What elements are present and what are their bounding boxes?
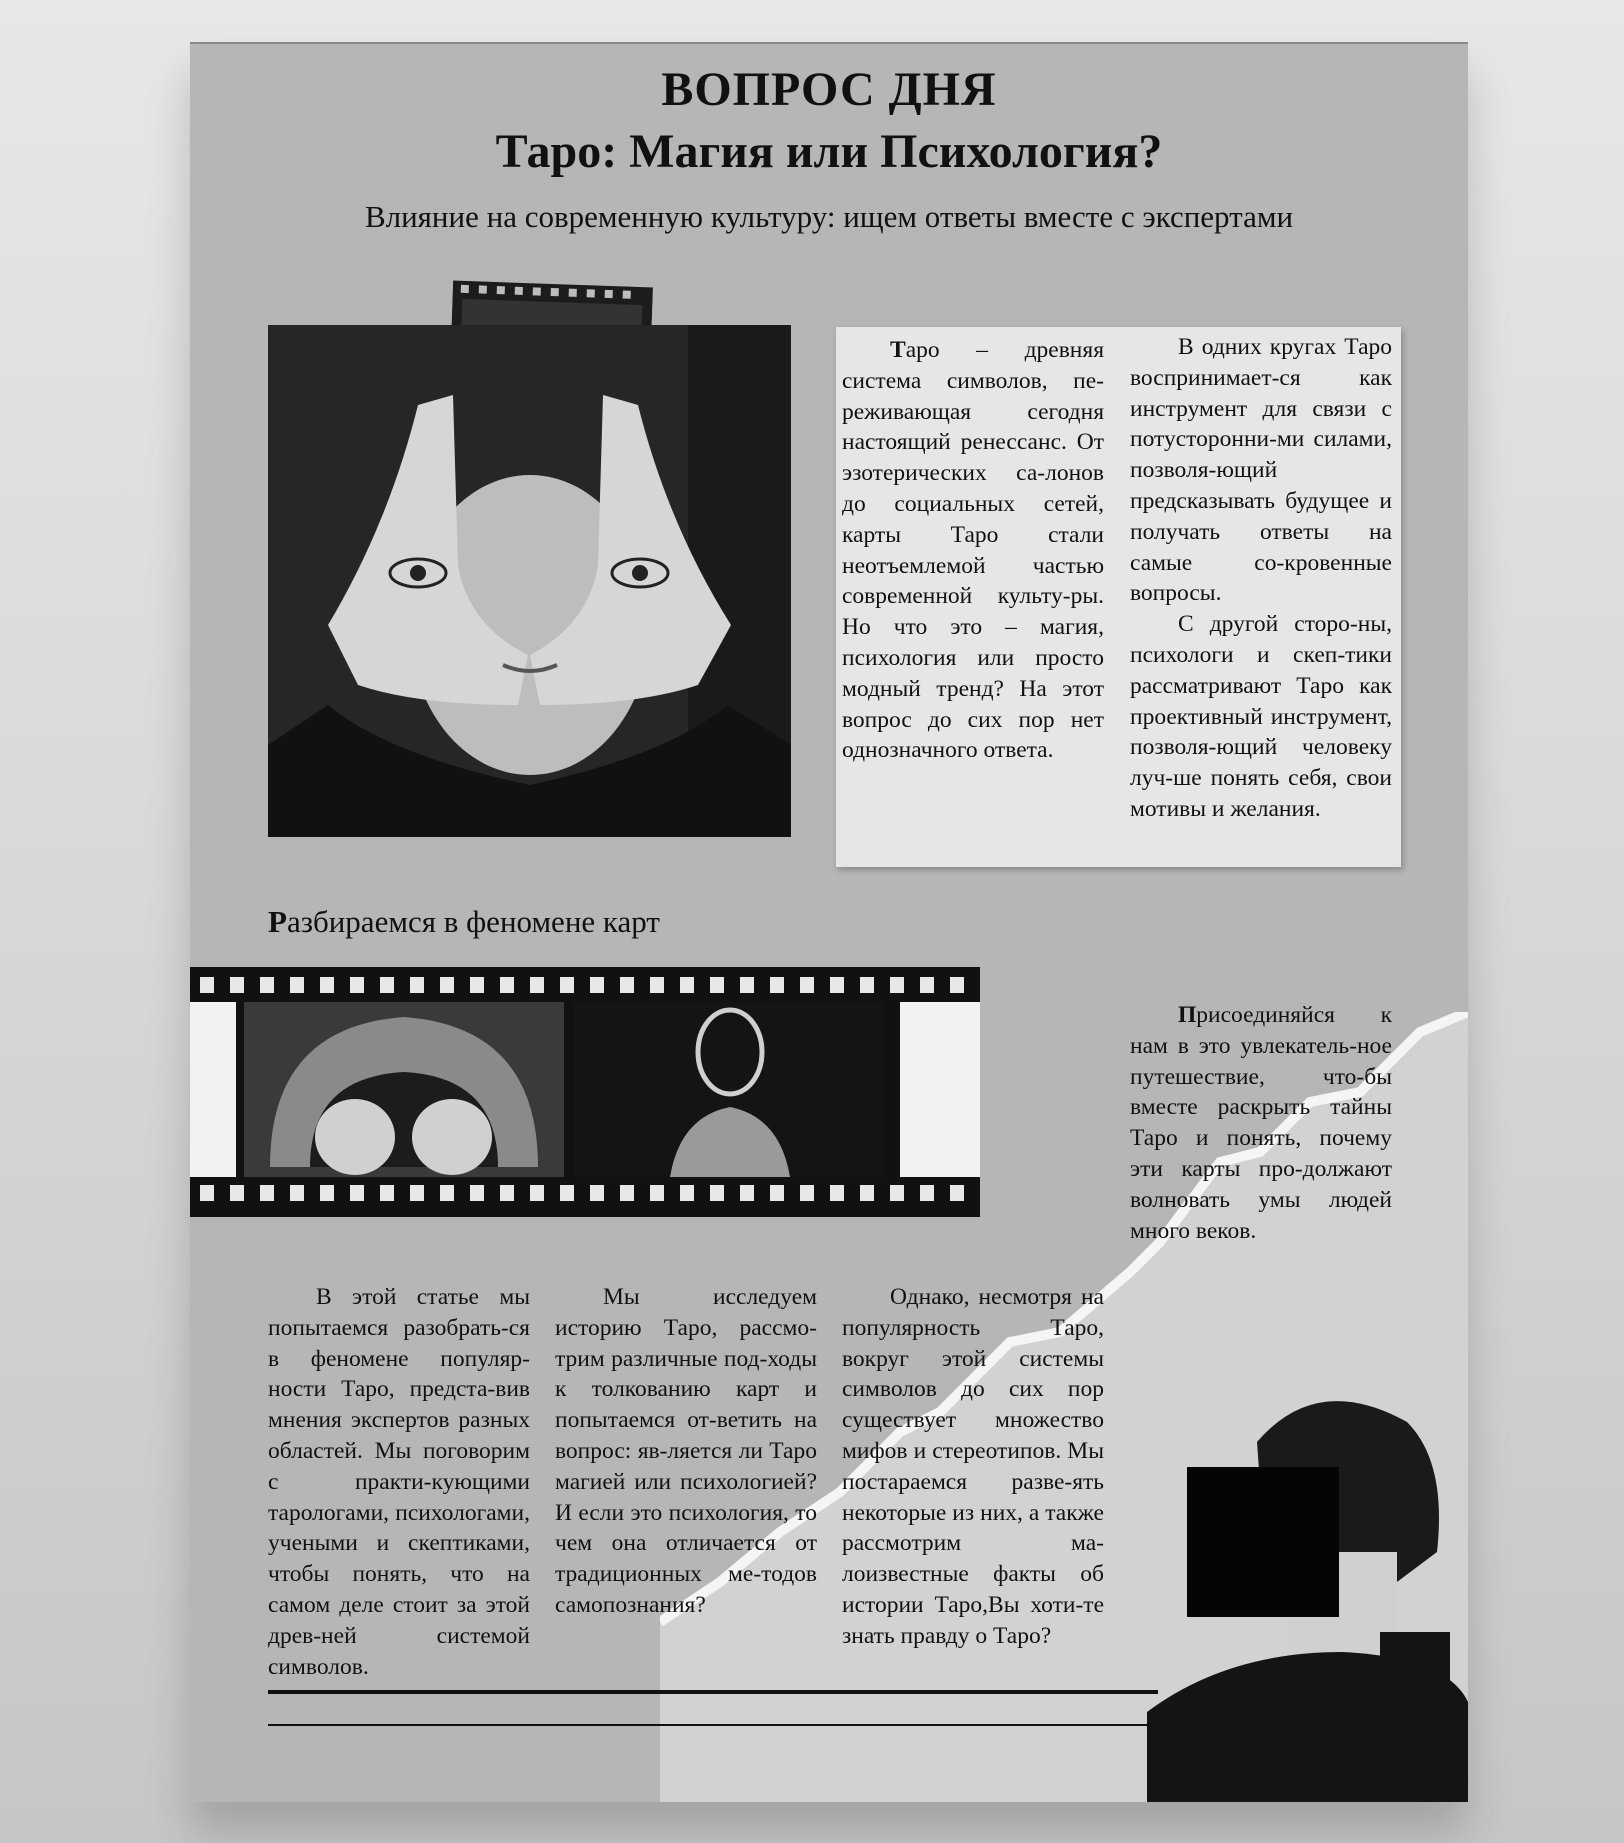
divider-line-thin <box>268 1724 1158 1726</box>
intro-column-2 <box>1130 332 1392 825</box>
intro-paragraph-3: С другой сторо-ны, психологи и скеп-тики рассматривают Таро как проективный инструмент, позволя-ющий человеку луч-ше понять себя, свои мотивы и желания. <box>1130 611 1392 822</box>
magazine-page <box>190 42 1468 1802</box>
divider-line-thick <box>268 1690 1158 1694</box>
intro-column-1 <box>842 335 1104 766</box>
body-column-2 <box>555 1282 817 1621</box>
body-column-1 <box>268 1282 530 1682</box>
body-paragraph-2: Мы исследуем историю Таро, рассмо-трим различные под-ходы к толкованию карт и попытаемся от-ветить на вопрос: яв-ляется ли Таро магией или психологией? И если это психология, то чем она отличается от традиционных ме-тодов самопознания? <box>555 1284 817 1618</box>
sidebar-column <box>1130 1000 1392 1246</box>
faceless-portrait-photo <box>1147 1382 1468 1802</box>
body-paragraph-3: Однако, несмотря на популярность Таро, вокруг этой системы символов до сих пор существует множество мифов и стереотипов. Мы постараемся разве-ять некоторые из них, а также рассмотрим ма-лоизвестные факты об истории Таро,Вы хоти-те знать правду о Таро? <box>842 1284 1104 1649</box>
kicker-heading: ВОПРОС ДНЯ <box>661 63 997 116</box>
hands-eyes-photo <box>268 325 791 837</box>
page-title: Таро: Магия или Психология? <box>495 125 1163 178</box>
body-column-3 <box>842 1282 1104 1652</box>
sidebar-paragraph: Присоединяйся к нам в это увлекатель-ное путешествие, что-бы вместе раскрыть тайны Таро и понять, почему эти карты про-должают волновать умы людей много веков. <box>1130 1002 1392 1244</box>
intro-paragraph-1: Таро – древняя система символов, пе-реживающая сегодня настоящий ренессанс. От эзотерических са-лонов до социальных сетей, карты Таро стали неотъемлемой частью современной культу-ры. Но что это – магия, психология или просто модный тренд? На этот вопрос до сих пор нет однозначного ответа. <box>842 337 1104 764</box>
page-subtitle: Влияние на современную культуру: ищем ответы вместе с экспертами <box>364 199 1294 234</box>
section-heading: Разбираемся в феномене карт <box>268 904 660 939</box>
body-paragraph-1: В этой статье мы попытаемся разобрать-ся в феномене популяр-ности Таро, предста-вив мнения экспертов разных областей. Мы поговорим с практи-кующими тарологами, психологами, учеными и скептиками, чтобы понять, что на самом деле стоит за этой древ-ней системой символов. <box>268 1284 530 1680</box>
intro-paragraph-2: В одних кругах Таро воспринимает-ся как инструмент для связи с потусторонни-ми силами, позволя-ющий предсказывать будущее и получать ответы на самые со-кровенные вопросы. <box>1130 334 1392 607</box>
